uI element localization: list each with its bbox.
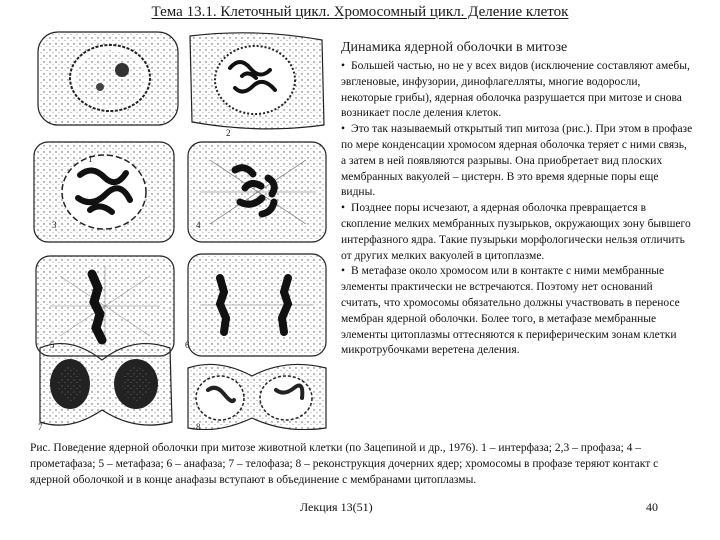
lecture-label: Лекция 13(51)	[300, 500, 373, 514]
bullet-4: •	[341, 265, 346, 278]
panel-prophase-early	[190, 33, 324, 129]
section-subtitle: Динамика ядерной оболочки в митозе	[341, 40, 568, 55]
panel-reconstruction	[188, 364, 326, 429]
panel-number-2: 2	[226, 128, 231, 138]
figure-caption: Рис. Поведение ядерной оболочки при митозе животной клетки (по Зацепиной и др., 1976). 1 – интерфаза; 2,3 – профаза; 4 – прометафаза; 5 – метафаза; 6 – анафаза; 7 – телофаза; 8 – реконструкция дочерних ядер; хромосомы в профазе теряют контакт с ядерной оболочкой и в конце анафазы вступают в объединение с мембранами цитоплазмы.	[30, 442, 659, 486]
page-number: 40	[646, 500, 658, 514]
paragraph-1-text: Большей частью, но не у всех видов (исключение составляют амебы, эвгленовые, инфузории, динофлагелляты, многие водоросли, некоторые грибы), ядерная оболочка разрушается при митозе и снова возникает после деления клеток.	[341, 60, 690, 120]
mitosis-figure-drawing	[30, 30, 330, 430]
panel-number-3: 3	[52, 220, 57, 230]
text-column	[341, 40, 693, 359]
mitosis-figure	[30, 30, 330, 430]
bullet-3: •	[341, 202, 346, 215]
panel-metaphase	[36, 256, 174, 356]
paragraph-4-text: В метафазе около хромосом или в контакте с ними мембранные элементы практически не встречаются. Поэтому нет оснований считать, что хромосомы обязательно должны участвовать в переносе мембран ядерной оболочки. Более того, в метафазе мембранные элементы цитоплазмы оттесняются к периферическим зонам клетки микротрубочками веретена деления.	[341, 265, 680, 357]
bullet-2: •	[341, 123, 346, 136]
paragraph-3-text: Позднее поры исчезают, а ядерная оболочка превращается в скопление мелких мембранных пузырьков, окружающих зону бывшего интерфазного ядра. Такие пузырьки морфологически нельзя отличить от других мелких вакуолей в цитоплазме.	[341, 202, 691, 262]
panel-number-6: 6	[185, 340, 190, 350]
panel-number-5: 5	[50, 340, 55, 350]
panel-number-7: 7	[38, 422, 43, 430]
paragraph-1	[341, 59, 693, 122]
page-title: Тема 13.1. Клеточный цикл. Хромосомный цикл. Деление клеток	[151, 4, 569, 20]
panel-anaphase	[188, 254, 326, 356]
paragraph-2-text: Это так называемый открытый тип митоза (рис.). При этом в профазе по мере конденсации хромосом ядерная оболочка теряет с ними связь, а затем в ней появляются разрывы. Она приобретает вид плоских мембранных вакуолей – цистерн. В это время ядерные поры еще видны.	[341, 123, 693, 199]
paragraph-2	[341, 122, 693, 201]
paragraph-3	[341, 201, 693, 264]
paragraph-4	[341, 264, 693, 359]
panel-interphase	[38, 32, 178, 125]
panel-number-4: 4	[196, 220, 201, 230]
bullet-1: •	[341, 60, 346, 72]
panel-number-1: 1	[88, 154, 93, 164]
panel-prometaphase	[188, 142, 326, 242]
panel-number-8: 8	[196, 422, 201, 430]
